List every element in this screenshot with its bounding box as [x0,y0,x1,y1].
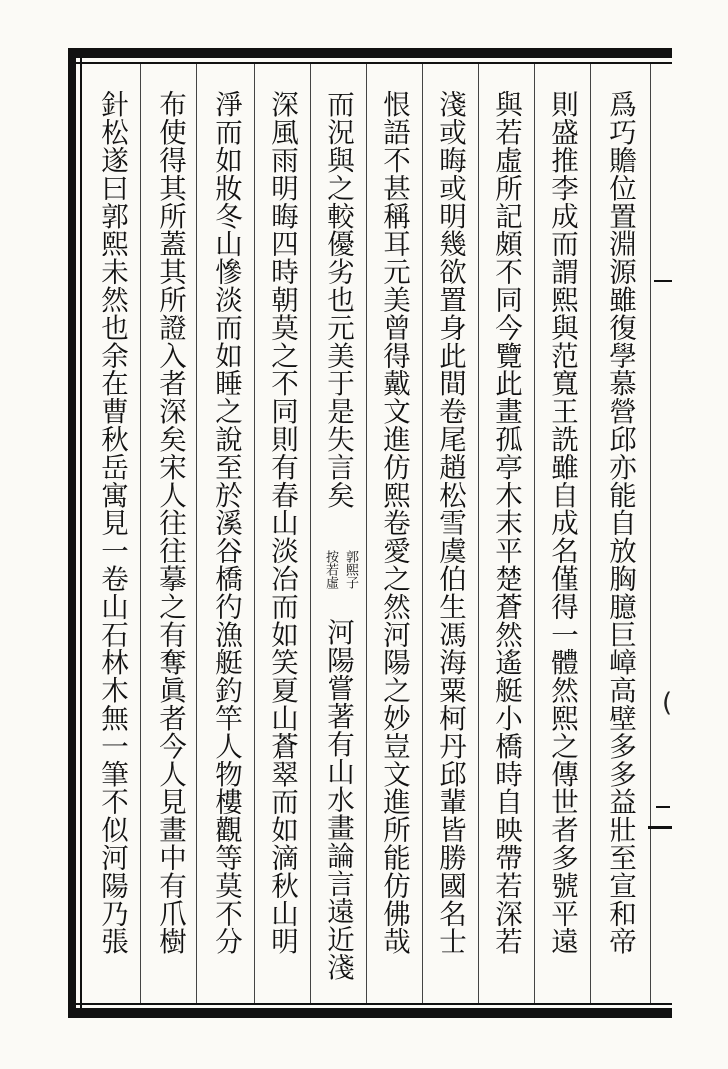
text-column-8: 淨而如妝冬山慘淡而如睡之說至於溪谷橋彴漁艇釣竿人物樓觀等莫不分 [210,90,242,955]
note-right-line: 按若虛 [323,550,338,589]
frame-left-border [68,48,76,1018]
column-rule [478,64,479,1003]
interlinear-note [316,550,360,620]
text-column-4: 淺或晦或明幾欲置身此間卷尾趙松雪虞伯生馮海粟柯丹邱輩皆勝國名士 [434,90,466,955]
column-rule [310,64,311,1003]
column-rule [422,64,423,1003]
column-rule [590,64,591,1003]
text-column-7: 深風雨明晦四時朝莫之不同則有春山淡冶而如笑夏山蒼翠而如滴秋山明 [266,90,298,955]
frame-top-inner-line [68,62,672,64]
frame-left-inner-line [80,58,82,1008]
fold-mark-lower [656,806,670,808]
fish-tail-mark-icon: ( [662,688,673,718]
text-column-5: 恨語不甚稱耳元美曾得戴文進仿熙卷愛之然河陽之妙豈文進所能仿佛哉 [378,90,410,955]
frame-top-border [68,48,672,58]
text-column-9: 布使得其所蓋其所證入者深矣宋人往往摹之有奪眞者今人見畫中有爪樹 [154,90,186,955]
column-rule [366,64,367,1003]
column-rule [254,64,255,1003]
text-column-6-part-2: 河陽嘗著有山水畫論言遠近淺 [322,618,354,981]
fold-mark-lower-bar [648,826,672,829]
column-rule [534,64,535,1003]
text-column-2: 則盛推李成而謂熙與范寬王詵雖自成名僅得一體然熙之傳世者多號平遠 [546,90,578,955]
text-column-10: 針松遂曰郭熙未然也余在曹秋岳寓見一卷山石林木無一筆不似河陽乃張 [96,90,128,955]
fold-mark-upper [654,280,672,282]
frame-bottom-inner-line [68,1003,672,1005]
column-rule [196,64,197,1003]
text-column-3: 與若虛所記頗不同今覽此畫孤亭木末平楚蒼然遙艇小橋時自映帶若深若 [490,90,522,955]
text-column-1: 爲巧贍位置淵源雖復學慕營邱亦能自放胸臆巨嶂高壁多多益壯至宣和帝 [604,90,636,955]
column-rule [650,64,651,1003]
frame-bottom-border [68,1008,672,1018]
note-left-line: 郭熙子 [343,550,358,589]
column-rule [140,64,141,1003]
text-column-6-part-1: 而況與之較優劣也元美于是失言矣 [322,90,354,509]
